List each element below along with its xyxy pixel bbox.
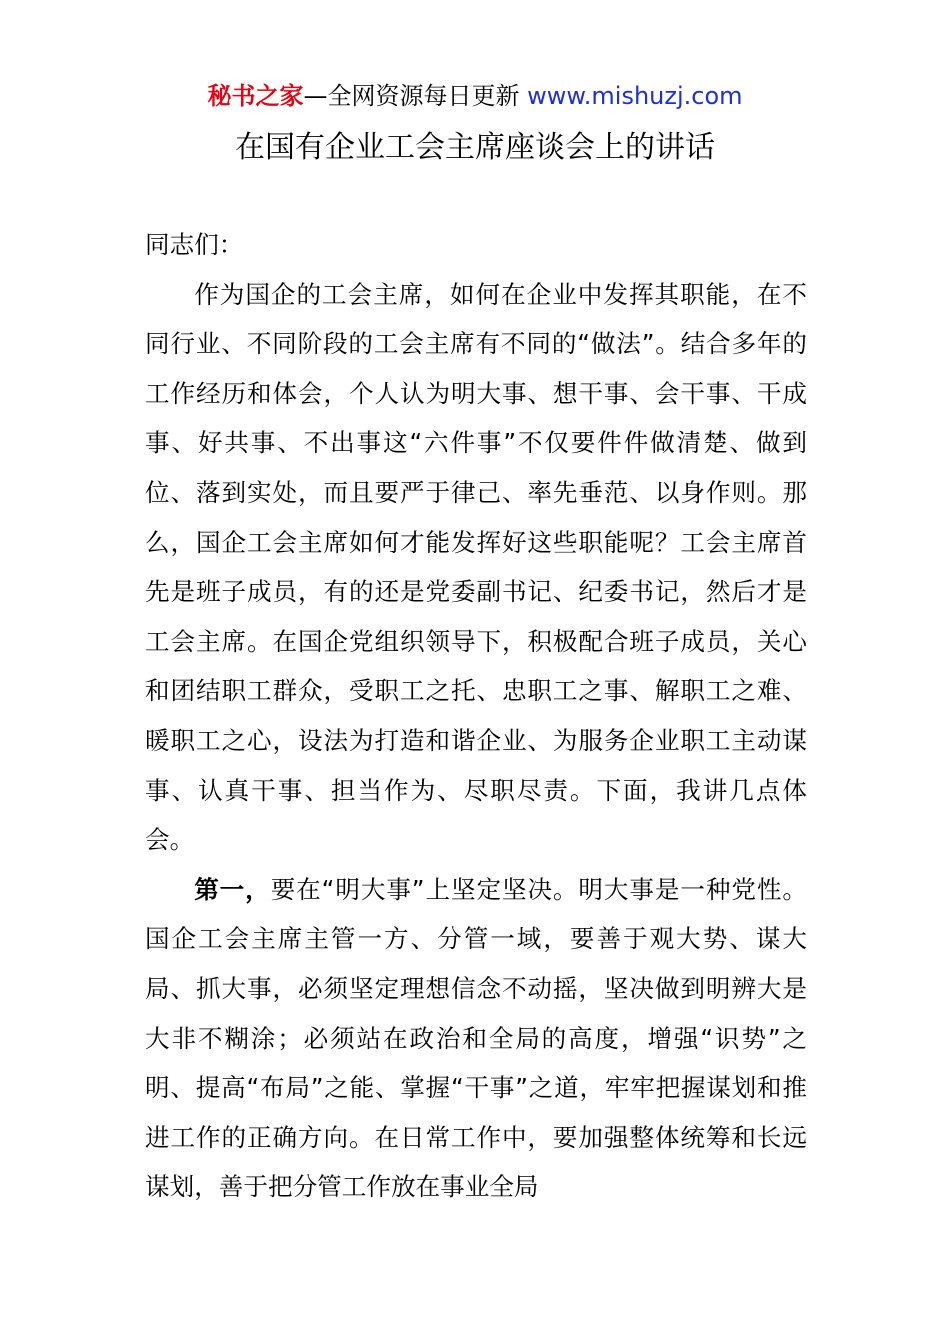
document-title: 在国有企业工会主席座谈会上的讲话 <box>235 130 715 165</box>
point-one-text: 要在“明大事”上坚定坚决。明大事是一种党性。国企工会主席主管一方、分管一域，要善于观大势、谋大局、抓大事，必须坚定理想信念不动摇，坚决做到明辨大是大非不糊涂；必须站在政治和全局的高度，增强“识势”之明、提高“布局”之能、掌握“干事”之道，牢牢把握谋划和推进工作的正确方向。在日常工作中，要加强整体统筹和长远谋划，善于把分管工作放在事业全局 <box>145 874 807 1202</box>
site-url-link[interactable]: www.mishuzj.com <box>527 82 743 110</box>
document-body <box>145 220 807 1212</box>
paragraph-point-one <box>145 865 807 1212</box>
brand-name: 秘书之家 <box>207 82 304 110</box>
site-header-banner <box>0 78 950 114</box>
paragraph-intro: 作为国企的工会主席，如何在企业中发挥其职能，在不同行业、不同阶段的工会主席有不同的“做法”。结合多年的工作经历和体会，个人认为明大事、想干事、会干事、干成事、好共事、不出事这“六件事”不仅要件件做清楚、做到位、落到实处，而且要严于律己、率先垂范、以身作则。那么，国企工会主席如何才能发挥好这些职能呢？工会主席首先是班子成员，有的还是党委副书记、纪委书记，然后才是工会主席。在国企党组织领导下，积极配合班子成员，关心和团结职工群众，受职工之托、忠职工之事、解职工之难、暖职工之心，设法为打造和谐企业、为服务企业职工主动谋事、认真干事、担当作为、尽职尽责。下面，我讲几点体会。 <box>145 279 807 855</box>
header-tagline: —全网资源每日更新 <box>303 82 528 110</box>
salutation: 同志们： <box>145 230 244 259</box>
point-one-lead: 第一， <box>194 874 271 904</box>
